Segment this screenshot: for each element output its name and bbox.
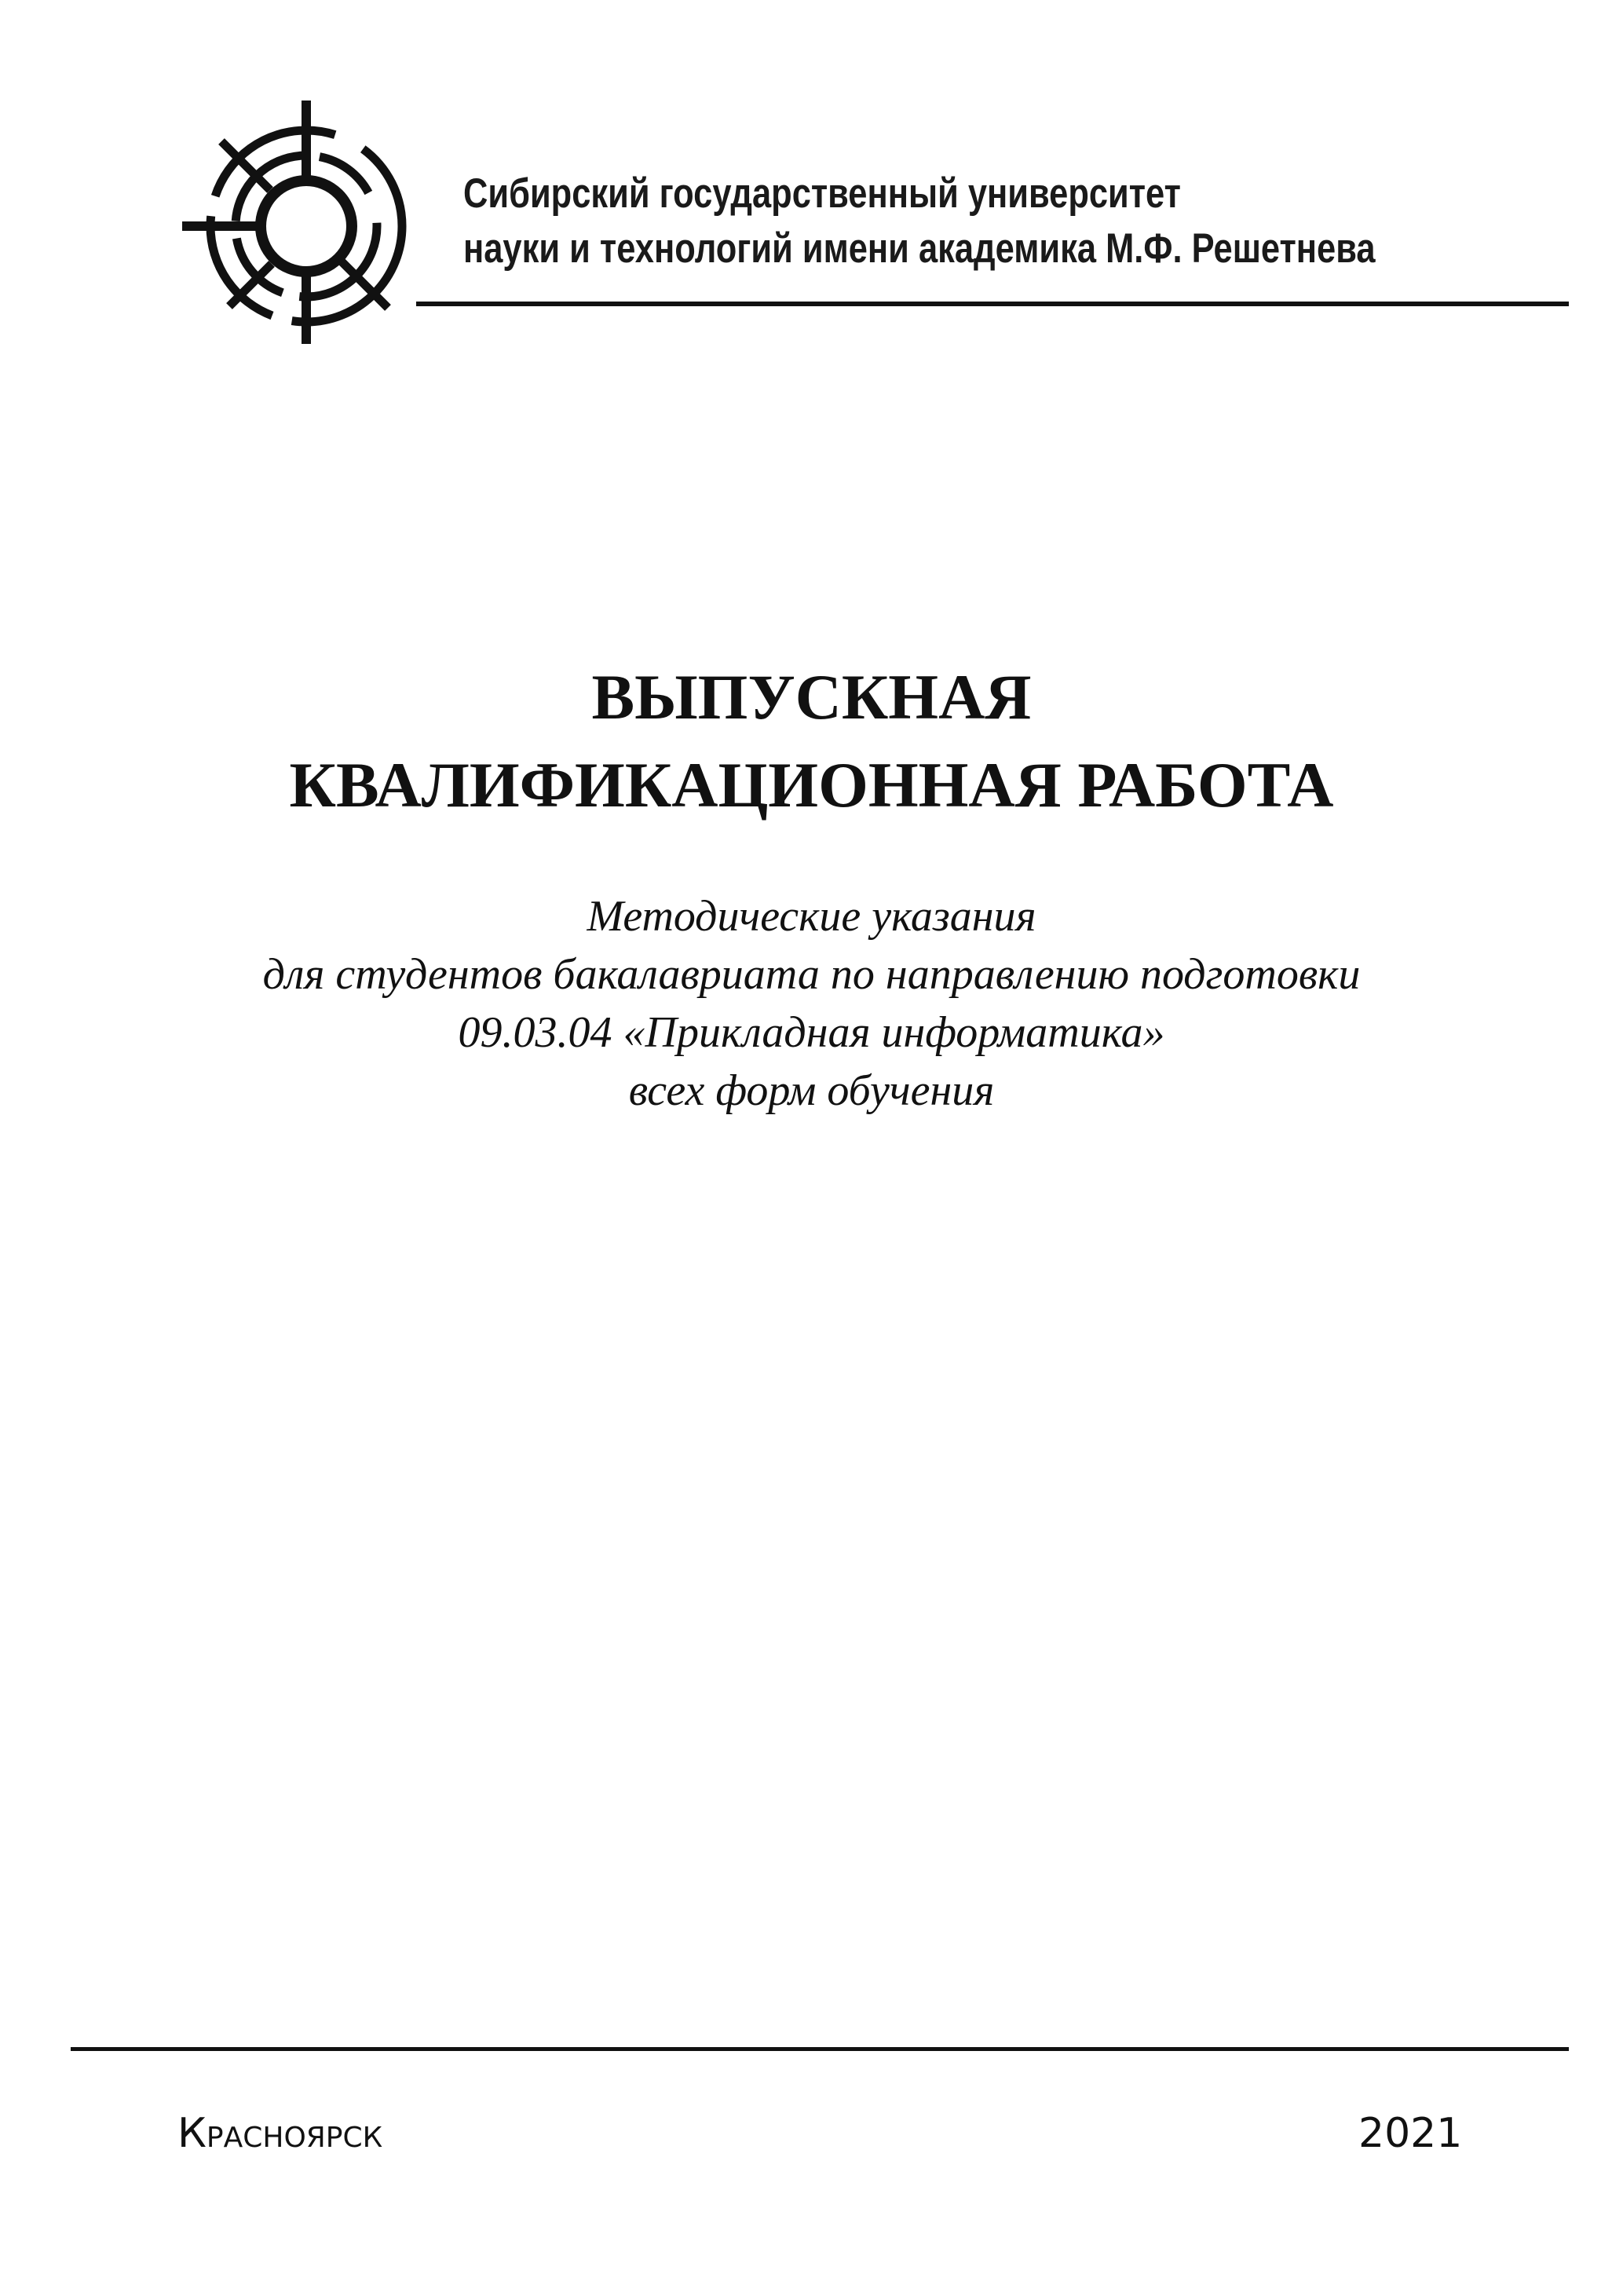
footer-divider <box>71 2047 1569 2051</box>
subtitle-line1: Методические указания <box>587 892 1036 941</box>
subtitle-line2: для студентов бакалавриата по направлению подготовки <box>262 950 1361 999</box>
university-name-line1: Сибирский государственный университет <box>463 170 1181 217</box>
publication-year: 2021 <box>1358 2110 1463 2157</box>
header-divider <box>416 302 1569 306</box>
university-logo-icon <box>182 101 418 344</box>
subtitle-line3: 09.03.04 «Прикладная информатика» <box>458 1008 1165 1057</box>
document-title-line2: КВАЛИФИКАЦИОННАЯ РАБОТА <box>289 749 1334 821</box>
subtitle-line4: всех форм обучения <box>628 1066 995 1115</box>
document-title <box>0 653 1623 829</box>
document-title-line1: ВЫПУСКНАЯ <box>591 661 1032 733</box>
document-subtitle <box>0 887 1623 1120</box>
university-name <box>463 166 1376 276</box>
university-name-line2: науки и технологий имени академика М.Ф. Решетнева <box>463 225 1376 272</box>
publication-city: Красноярск <box>177 2110 383 2157</box>
